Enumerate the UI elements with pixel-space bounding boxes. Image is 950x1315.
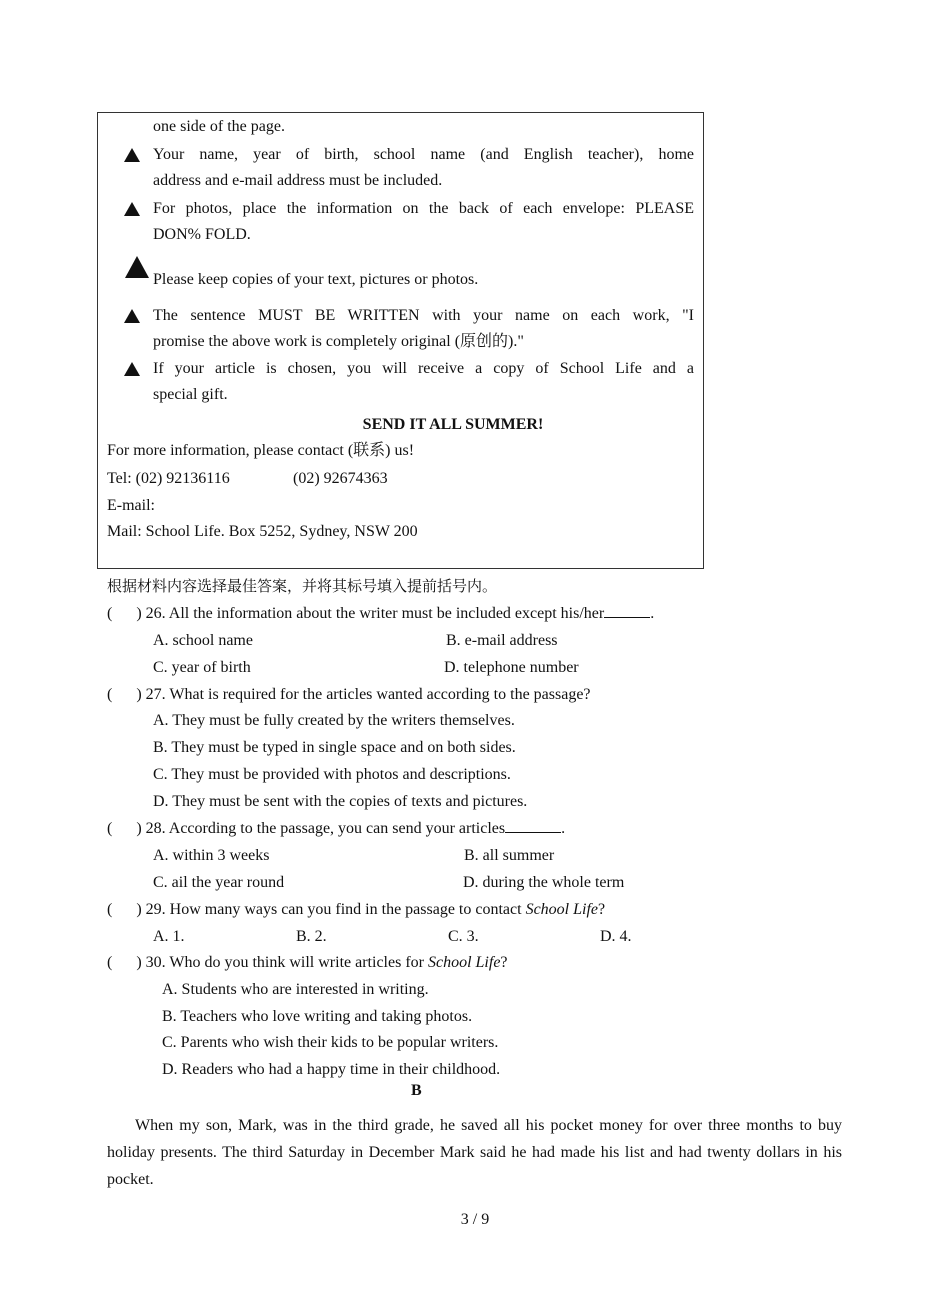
notice-item-5-line-2: special gift. (153, 386, 228, 403)
notice-item-4-line-2: promise the above work is completely original (原创的)." (153, 333, 524, 350)
contact-intro: For more information, please contact (联系) us! (107, 442, 415, 459)
notice-item-3: Please keep copies of your text, pictures or photos. (153, 271, 479, 288)
notice-item-1-line-1: Your name, year of birth, school name (and English teacher), home (153, 146, 694, 163)
passage-paragraph: When my son, Mark, was in the third grade, he saved all his pocket money for over three months to buy holiday presents. The third Saturday in December Mark said he had made his list and had twenty dollars in his pocket. (107, 1117, 842, 1188)
notice-item-1-line-2: address and e-mail address must be included. (153, 172, 443, 189)
magazine-title: School Life (525, 901, 598, 918)
answer-blank (604, 617, 650, 618)
answer-blank (505, 832, 561, 833)
question-30-punct: ? (500, 954, 508, 971)
section-heading: B (411, 1082, 422, 1099)
question-30 (107, 952, 508, 974)
contact-tel-second: (02) 92674363 (293, 470, 388, 487)
instruction: 根据材料内容选择最佳答案，并将其标号填入提前括号内。 (107, 577, 498, 595)
notice-heading: SEND IT ALL SUMMER! (362, 416, 544, 433)
question-30-text: 30. Who do you think will write articles for (145, 954, 428, 971)
bullet-triangle-icon (125, 256, 149, 278)
question-29-punct: ? (598, 901, 606, 918)
q26-option-c: C. year of birth (153, 659, 251, 676)
q29-option-b: B. 2. (296, 928, 327, 945)
q29-option-c: C. 3. (448, 928, 479, 945)
magazine-title: School Life (427, 954, 501, 971)
question-27 (107, 684, 591, 706)
q27-option-a: A. They must be fully created by the writers themselves. (153, 712, 515, 729)
question-28-text: 28. According to the passage, you can send your articles (145, 820, 506, 837)
q29-option-d: D. 4. (600, 928, 632, 945)
q27-option-b: B. They must be typed in single space and on both sides. (153, 739, 516, 756)
q29-option-a: A. 1. (153, 928, 185, 945)
notice-item-5-line-1: If your article is chosen, you will receive a copy of School Life and a (153, 360, 694, 377)
q28-option-b: B. all summer (464, 847, 555, 864)
bullet-triangle-icon (124, 362, 140, 376)
bullet-triangle-icon (124, 309, 140, 323)
q27-option-d: D. They must be sent with the copies of texts and pictures. (153, 793, 528, 810)
notice-item-4-line-1: The sentence MUST BE WRITTEN with your name on each work, "I (153, 307, 694, 324)
q28-option-d: D. during the whole term (463, 874, 625, 891)
q30-option-a: A. Students who are interested in writing. (162, 981, 429, 998)
q27-option-c: C. They must be provided with photos and descriptions. (153, 766, 511, 783)
q26-option-b: B. e-mail address (446, 632, 558, 649)
question-29 (107, 899, 605, 921)
page-number: 3 / 9 (460, 1211, 490, 1228)
answer-paren: ( ) (107, 954, 142, 971)
notice-item-2-line-1: For photos, place the information on the back of each envelope: PLEASE (153, 200, 694, 217)
question-29-text: 29. How many ways can you find in the passage to contact (145, 901, 526, 918)
q30-option-c: C. Parents who wish their kids to be popular writers. (162, 1034, 499, 1051)
q26-option-a: A. school name (153, 632, 253, 649)
answer-paren: ( ) (107, 901, 142, 918)
contact-email: E-mail: (107, 497, 155, 514)
contact-tel: Tel: (02) 92136116 (107, 470, 230, 487)
bullet-triangle-icon (124, 148, 140, 162)
answer-paren: ( ) (107, 820, 142, 837)
question-28 (107, 818, 565, 840)
notice-item-2-line-2: DON% FOLD. (153, 226, 251, 243)
q28-option-a: A. within 3 weeks (153, 847, 270, 864)
contact-mail: Mail: School Life. Box 5252, Sydney, NSW 200 (107, 523, 418, 540)
answer-paren: ( ) (107, 686, 142, 703)
answer-paren: ( ) (107, 605, 142, 622)
notice-line-continued: one side of the page. (153, 118, 285, 135)
q26-option-d: D. telephone number (444, 659, 579, 676)
bullet-triangle-icon (124, 202, 140, 216)
question-26 (107, 603, 654, 625)
question-27-text: 27. What is required for the articles wanted according to the passage? (145, 686, 591, 703)
question-26-text: 26. All the information about the writer must be included except his/her (145, 605, 605, 622)
q30-option-d: D. Readers who had a happy time in their childhood. (162, 1061, 501, 1078)
q28-option-c: C. ail the year round (153, 874, 285, 891)
q30-option-b: B. Teachers who love writing and taking photos. (162, 1008, 473, 1025)
question-28-punct: . (561, 820, 566, 837)
question-26-punct: . (650, 605, 655, 622)
